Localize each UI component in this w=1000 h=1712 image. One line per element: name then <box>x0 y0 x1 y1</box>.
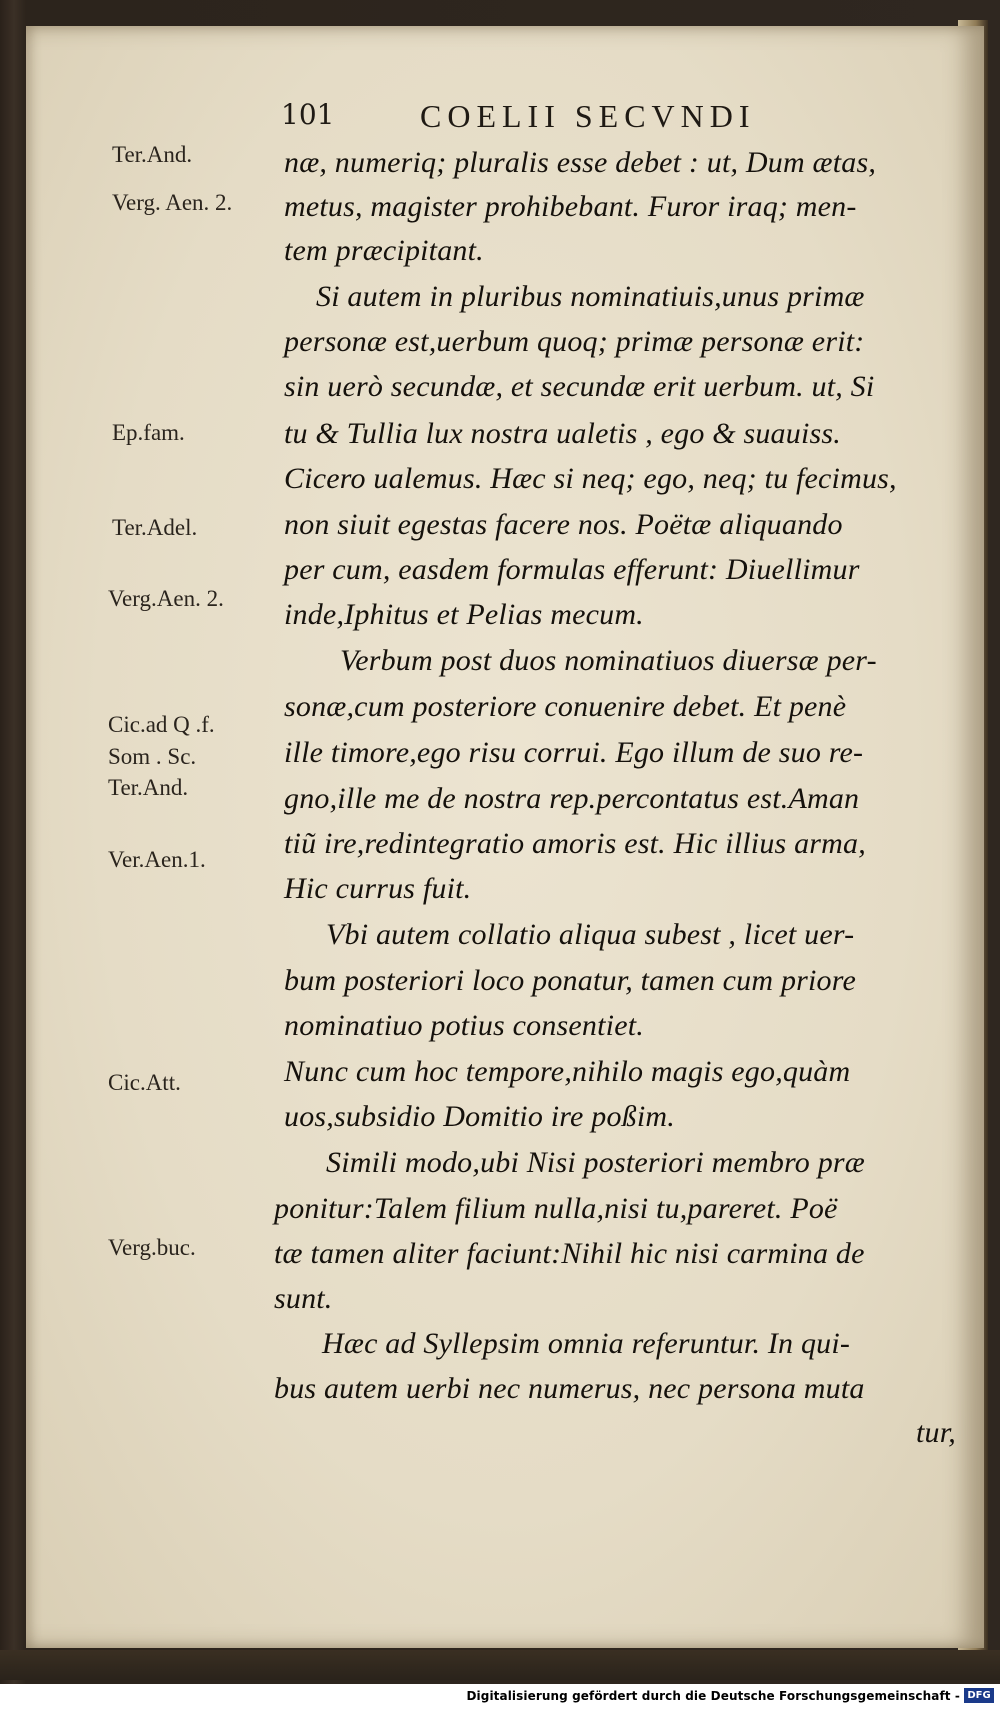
text-line: næ, numeriq; pluralis esse debet : ut, Dum ætas, <box>284 146 877 179</box>
text-line: nominatiuo potius consentiet. <box>284 1009 644 1042</box>
text-line: Simili modo,ubi Nisi posteriori membro præ <box>326 1146 865 1179</box>
margin-note: Verg.buc. <box>108 1235 196 1260</box>
page-number: 101 <box>281 98 335 131</box>
text-line: Cicero ualemus. Hæc si neq; ego, neq; tu fecimus, <box>284 462 897 495</box>
margin-note: Ter.And. <box>108 775 189 800</box>
running-title: COELII SECVNDI <box>420 98 756 134</box>
margin-note: Cic.ad Q .f. <box>108 712 215 737</box>
text-line: gno,ille me de nostra rep.percontatus est.Aman <box>284 782 860 815</box>
text-line: tiũ ire,redintegratio amoris est. Hic illius arma, <box>284 827 866 860</box>
margin-note: Ter.And. <box>112 142 193 167</box>
margin-note: Ver.Aen.1. <box>108 847 206 872</box>
text-line: Si autem in pluribus nominatiuis,unus primæ <box>316 280 865 313</box>
text-line: tæ tamen aliter faciunt:Nihil hic nisi carmina de <box>274 1237 865 1270</box>
text-line: uos,subsidio Domitio ire poßim. <box>284 1100 675 1133</box>
margin-note: Som . Sc. <box>108 744 197 769</box>
text-line: Hæc ad Syllepsim omnia referuntur. In qui- <box>322 1327 851 1360</box>
text-line: tur, <box>916 1416 956 1449</box>
text-line: per cum, easdem formulas efferunt: Diuellimur <box>284 553 860 586</box>
text-line: inde,Iphitus et Pelias mecum. <box>284 598 644 631</box>
margin-note: Ep.fam. <box>112 420 185 445</box>
margin-note: Verg. Aen. 2. <box>112 190 233 215</box>
text-line: tem præcipitant. <box>284 234 484 267</box>
page-header <box>0 98 1000 138</box>
text-line: ille timore,ego risu corrui. Ego illum de suo re- <box>284 736 864 769</box>
dfg-logo: DFG <box>964 1688 994 1703</box>
margin-note: Verg.Aen. 2. <box>108 586 224 611</box>
text-line: sunt. <box>274 1282 333 1315</box>
text-line: sonæ,cum posteriore conuenire debet. Et penè <box>284 690 847 723</box>
text-line: personæ est,uerbum quoq; primæ personæ erit: <box>284 325 865 358</box>
scan-bottom-edge <box>0 1650 1000 1680</box>
text-line: tu & Tullia lux nostra ualetis , ego & suauiss. <box>284 417 841 450</box>
text-line: Verbum post duos nominatiuos diuersæ per- <box>340 644 877 677</box>
text-line: bus autem uerbi nec numerus, nec persona muta <box>274 1372 865 1405</box>
text-line: Nunc cum hoc tempore,nihilo magis ego,quàm <box>284 1055 851 1088</box>
margin-note: Ter.Adel. <box>112 515 198 540</box>
text-line: Vbi autem collatio aliqua subest , licet uer- <box>326 918 855 951</box>
text-line: Hic currus fuit. <box>284 872 472 905</box>
text-line: metus, magister prohibebant. Furor iraq; men- <box>284 190 857 223</box>
text-line: bum posteriori loco ponatur, tamen cum priore <box>284 964 857 997</box>
digitization-credit: Digitalisierung gefördert durch die Deutsche Forschungsgemeinschaft - <box>466 1689 960 1703</box>
text-line: sin uerò secundæ, et secundæ erit uerbum. ut, Si <box>284 370 875 403</box>
margin-note: Cic.Att. <box>108 1070 181 1095</box>
text-line: ponitur:Talem filium nulla,nisi tu,pareret. Poë <box>274 1192 838 1225</box>
text-line: non siuit egestas facere nos. Poëtæ aliquando <box>284 508 843 541</box>
